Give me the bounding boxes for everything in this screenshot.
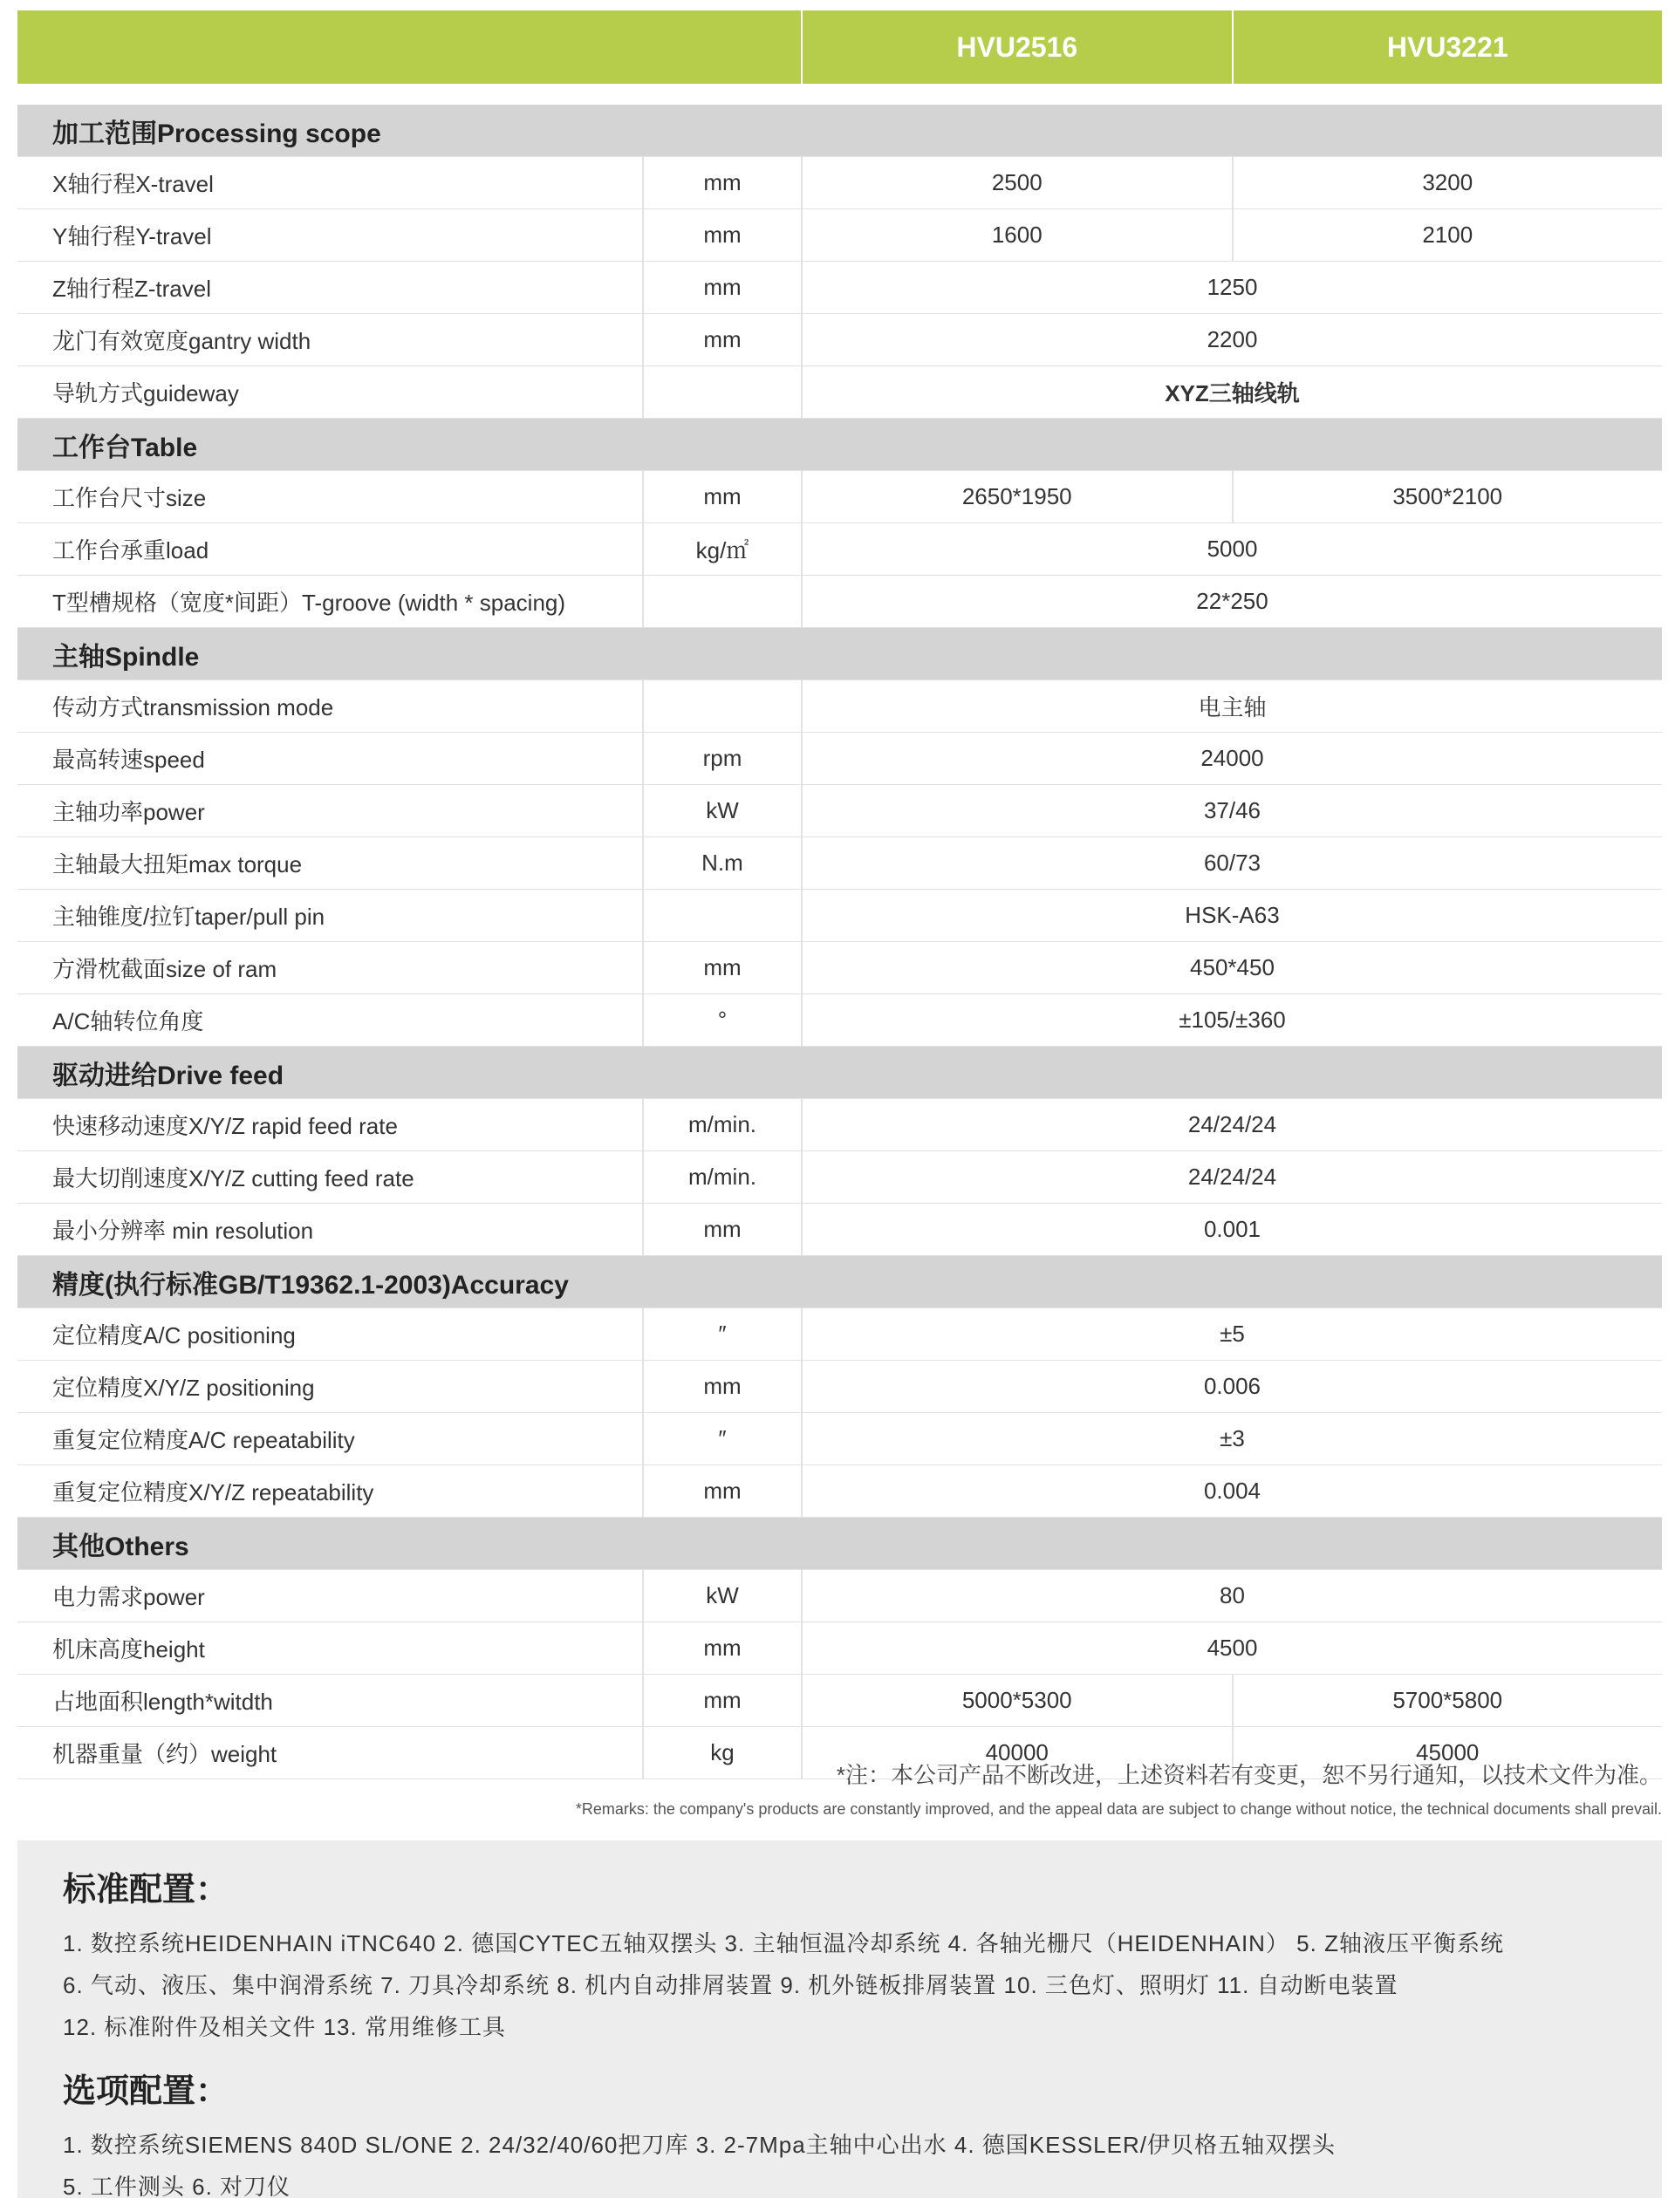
spec-name: 机器重量（约）weight bbox=[17, 1727, 644, 1778]
standard-config-line: 1. 数控系统HEIDENHAIN iTNC640 2. 德国CYTEC五轴双摆头 3. 主轴恒温冷却系统 4. 各轴光栅尺（HEIDENHAIN） 5. Z轴液压平衡系统 bbox=[63, 1930, 1504, 1956]
optional-config-line: 5. 工件测头 6. 对刀仪 bbox=[63, 2174, 291, 2200]
spec-row bbox=[17, 1151, 1662, 1204]
spec-value: ±3 bbox=[1220, 1425, 1245, 1451]
spec-name: 定位精度A/C positioning bbox=[17, 1308, 644, 1360]
spec-unit: mm bbox=[644, 1622, 803, 1674]
spec-value: 0.004 bbox=[1203, 1478, 1261, 1504]
remark-cn: *注：本公司产品不断改进，上述资料若有变更，恕不另行通知，以技术文件为准。 bbox=[836, 1762, 1662, 1788]
spec-unit: m/min. bbox=[644, 1099, 803, 1150]
spec-value: 37/46 bbox=[1203, 797, 1261, 823]
spec-unit: rpm bbox=[644, 733, 803, 784]
spec-row bbox=[17, 314, 1662, 366]
spec-row bbox=[17, 1308, 1662, 1361]
spec-name: 重复定位精度X/Y/Z repeatability bbox=[17, 1465, 644, 1517]
spec-row bbox=[17, 1675, 1662, 1727]
spec-name: 主轴锥度/拉钉taper/pull pin bbox=[17, 890, 644, 941]
spec-row bbox=[17, 733, 1662, 785]
spec-value: HSK-A63 bbox=[1185, 902, 1280, 928]
spec-row bbox=[17, 1413, 1662, 1465]
spec-value: 4500 bbox=[1207, 1635, 1258, 1661]
spec-row bbox=[17, 471, 1662, 523]
spec-unit: mm bbox=[644, 942, 803, 993]
spec-unit: mm bbox=[644, 1465, 803, 1517]
spec-value: 1250 bbox=[1207, 274, 1258, 300]
spec-unit: kW bbox=[644, 1570, 803, 1621]
spec-name: Z轴行程Z-travel bbox=[17, 262, 644, 313]
section-header: 加工范围Processing scope bbox=[17, 105, 1662, 157]
spec-value: 24/24/24 bbox=[1187, 1111, 1277, 1137]
spec-unit: mm bbox=[644, 1361, 803, 1412]
spec-unit: mm bbox=[644, 157, 803, 208]
spec-value: 2500 bbox=[803, 157, 1234, 208]
spec-row bbox=[17, 523, 1662, 576]
model-hvu3221: HVU3221 bbox=[1386, 31, 1508, 63]
section-header: 驱动进给Drive feed bbox=[17, 1047, 1662, 1099]
spec-name: A/C轴转位角度 bbox=[17, 994, 644, 1046]
spec-name: 重复定位精度A/C repeatability bbox=[17, 1413, 644, 1464]
spec-name: 方滑枕截面size of ram bbox=[17, 942, 644, 993]
model-hvu2516: HVU2516 bbox=[803, 10, 1234, 84]
spec-name: 龙门有效宽度gantry width bbox=[17, 314, 644, 365]
spec-table bbox=[17, 10, 1662, 1779]
spec-row bbox=[17, 366, 1662, 419]
section-header: 工作台Table bbox=[17, 419, 1662, 471]
spec-unit: mm bbox=[644, 1204, 803, 1255]
spec-value: 电主轴 bbox=[1198, 694, 1267, 720]
spec-row bbox=[17, 157, 1662, 209]
remark-en: *Remarks: the company's products are constantly improved, and the appeal data are subject to change without notice, the technical documents shall prevail. bbox=[575, 1800, 1662, 1818]
spec-row bbox=[17, 1570, 1662, 1622]
spec-unit bbox=[644, 890, 803, 941]
spec-row bbox=[17, 680, 1662, 733]
spec-unit: mm bbox=[644, 314, 803, 365]
configuration-panel bbox=[17, 1840, 1662, 2198]
spec-unit: mm bbox=[644, 209, 803, 261]
spec-value: 0.001 bbox=[1203, 1216, 1261, 1242]
spec-value: 24/24/24 bbox=[1187, 1164, 1277, 1190]
spec-row bbox=[17, 209, 1662, 262]
spec-unit: kg bbox=[644, 1727, 803, 1778]
spec-value: 2650*1950 bbox=[803, 471, 1234, 522]
spec-unit: ° bbox=[644, 994, 803, 1046]
optional-config-title: 选项配置： bbox=[63, 2073, 229, 2110]
spec-name: 主轴最大扭矩max torque bbox=[17, 837, 644, 889]
spec-unit bbox=[644, 366, 803, 418]
spec-value: 2200 bbox=[1207, 326, 1258, 352]
spec-unit: kW bbox=[644, 785, 803, 836]
spec-value: 450*450 bbox=[1190, 954, 1275, 980]
spec-name: 机床高度height bbox=[17, 1622, 644, 1674]
spec-row bbox=[17, 1204, 1662, 1256]
spec-name: 工作台尺寸size bbox=[17, 471, 644, 522]
spec-name: 定位精度X/Y/Z positioning bbox=[17, 1361, 644, 1412]
spec-value: 60/73 bbox=[1203, 850, 1261, 876]
spec-row bbox=[17, 890, 1662, 942]
spec-value: XYZ三轴线轨 bbox=[1165, 380, 1300, 406]
standard-config-line: 12. 标准附件及相关文件 13. 常用维修工具 bbox=[63, 2014, 506, 2040]
spec-name: 占地面积length*witdth bbox=[17, 1675, 644, 1726]
section-header: 其他Others bbox=[17, 1518, 1662, 1570]
spec-row bbox=[17, 1361, 1662, 1413]
standard-config-title: 标准配置： bbox=[63, 1872, 229, 1908]
spec-value: 1600 bbox=[803, 209, 1234, 261]
spec-unit: m/min. bbox=[644, 1151, 803, 1203]
spec-name: 最小分辨率 min resolution bbox=[17, 1204, 644, 1255]
spec-name: 电力需求power bbox=[17, 1570, 644, 1621]
spec-name: 导轨方式guideway bbox=[17, 366, 644, 418]
remarks bbox=[576, 1758, 1662, 1819]
spec-unit: N.m bbox=[644, 837, 803, 889]
spec-unit bbox=[644, 576, 803, 627]
spec-row bbox=[17, 1465, 1662, 1518]
spec-row bbox=[17, 1099, 1662, 1151]
header-blank bbox=[17, 10, 803, 84]
spec-value: ±5 bbox=[1220, 1321, 1245, 1347]
spec-unit: kg/㎡ bbox=[644, 523, 803, 575]
spec-value: 3200 bbox=[1422, 169, 1473, 195]
spec-row bbox=[17, 262, 1662, 314]
optional-config-line: 1. 数控系统SIEMENS 840D SL/ONE 2. 24/32/40/60把刀库 3. 2-7Mpa主轴中心出水 4. 德国KESSLER/伊贝格五轴双摆头 bbox=[63, 2132, 1336, 2158]
spec-name: 工作台承重load bbox=[17, 523, 644, 575]
spec-name: 最大切削速度X/Y/Z cutting feed rate bbox=[17, 1151, 644, 1203]
spec-value: 2100 bbox=[1422, 222, 1473, 248]
spec-value: ±105/±360 bbox=[1179, 1007, 1286, 1033]
spec-table-body bbox=[17, 105, 1662, 1779]
spec-row bbox=[17, 942, 1662, 994]
spec-row bbox=[17, 837, 1662, 890]
spec-unit: ″ bbox=[644, 1413, 803, 1464]
spec-unit bbox=[644, 680, 803, 732]
spec-unit: mm bbox=[644, 262, 803, 313]
spec-value: 40000 bbox=[803, 1727, 1234, 1778]
model-header bbox=[17, 10, 1662, 84]
spec-unit: mm bbox=[644, 471, 803, 522]
spec-unit: mm bbox=[644, 1675, 803, 1726]
spec-row bbox=[17, 785, 1662, 837]
spec-value: 0.006 bbox=[1203, 1373, 1261, 1399]
section-header: 精度(执行标准GB/T19362.1-2003)Accuracy bbox=[17, 1256, 1662, 1308]
spec-unit: ″ bbox=[644, 1308, 803, 1360]
spec-value: 5000*5300 bbox=[803, 1675, 1234, 1726]
spec-row bbox=[17, 994, 1662, 1047]
spec-value: 3500*2100 bbox=[1392, 483, 1503, 509]
spec-name: T型槽规格（宽度*间距）T-groove (width * spacing) bbox=[17, 576, 644, 627]
spec-row bbox=[17, 576, 1662, 628]
spec-name: 最高转速speed bbox=[17, 733, 644, 784]
spec-value: 45000 bbox=[1416, 1739, 1480, 1765]
spec-name: 传动方式transmission mode bbox=[17, 680, 644, 732]
spec-name: 快速移动速度X/Y/Z rapid feed rate bbox=[17, 1099, 644, 1150]
spec-name: 主轴功率power bbox=[17, 785, 644, 836]
spec-value: 24000 bbox=[1200, 745, 1264, 771]
standard-config-line: 6. 气动、液压、集中润滑系统 7. 刀具冷却系统 8. 机内自动排屑装置 9. 机外链板排屑装置 10. 三色灯、照明灯 11. 自动断电装置 bbox=[63, 1972, 1398, 1998]
section-header: 主轴Spindle bbox=[17, 628, 1662, 680]
spec-value: 80 bbox=[1220, 1582, 1245, 1608]
spec-row bbox=[17, 1622, 1662, 1675]
spec-value: 5700*5800 bbox=[1392, 1687, 1503, 1713]
spec-value: 5000 bbox=[1207, 536, 1258, 562]
spec-name: Y轴行程Y-travel bbox=[17, 209, 644, 261]
spec-value: 22*250 bbox=[1196, 588, 1268, 614]
spec-name: X轴行程X-travel bbox=[17, 157, 644, 208]
